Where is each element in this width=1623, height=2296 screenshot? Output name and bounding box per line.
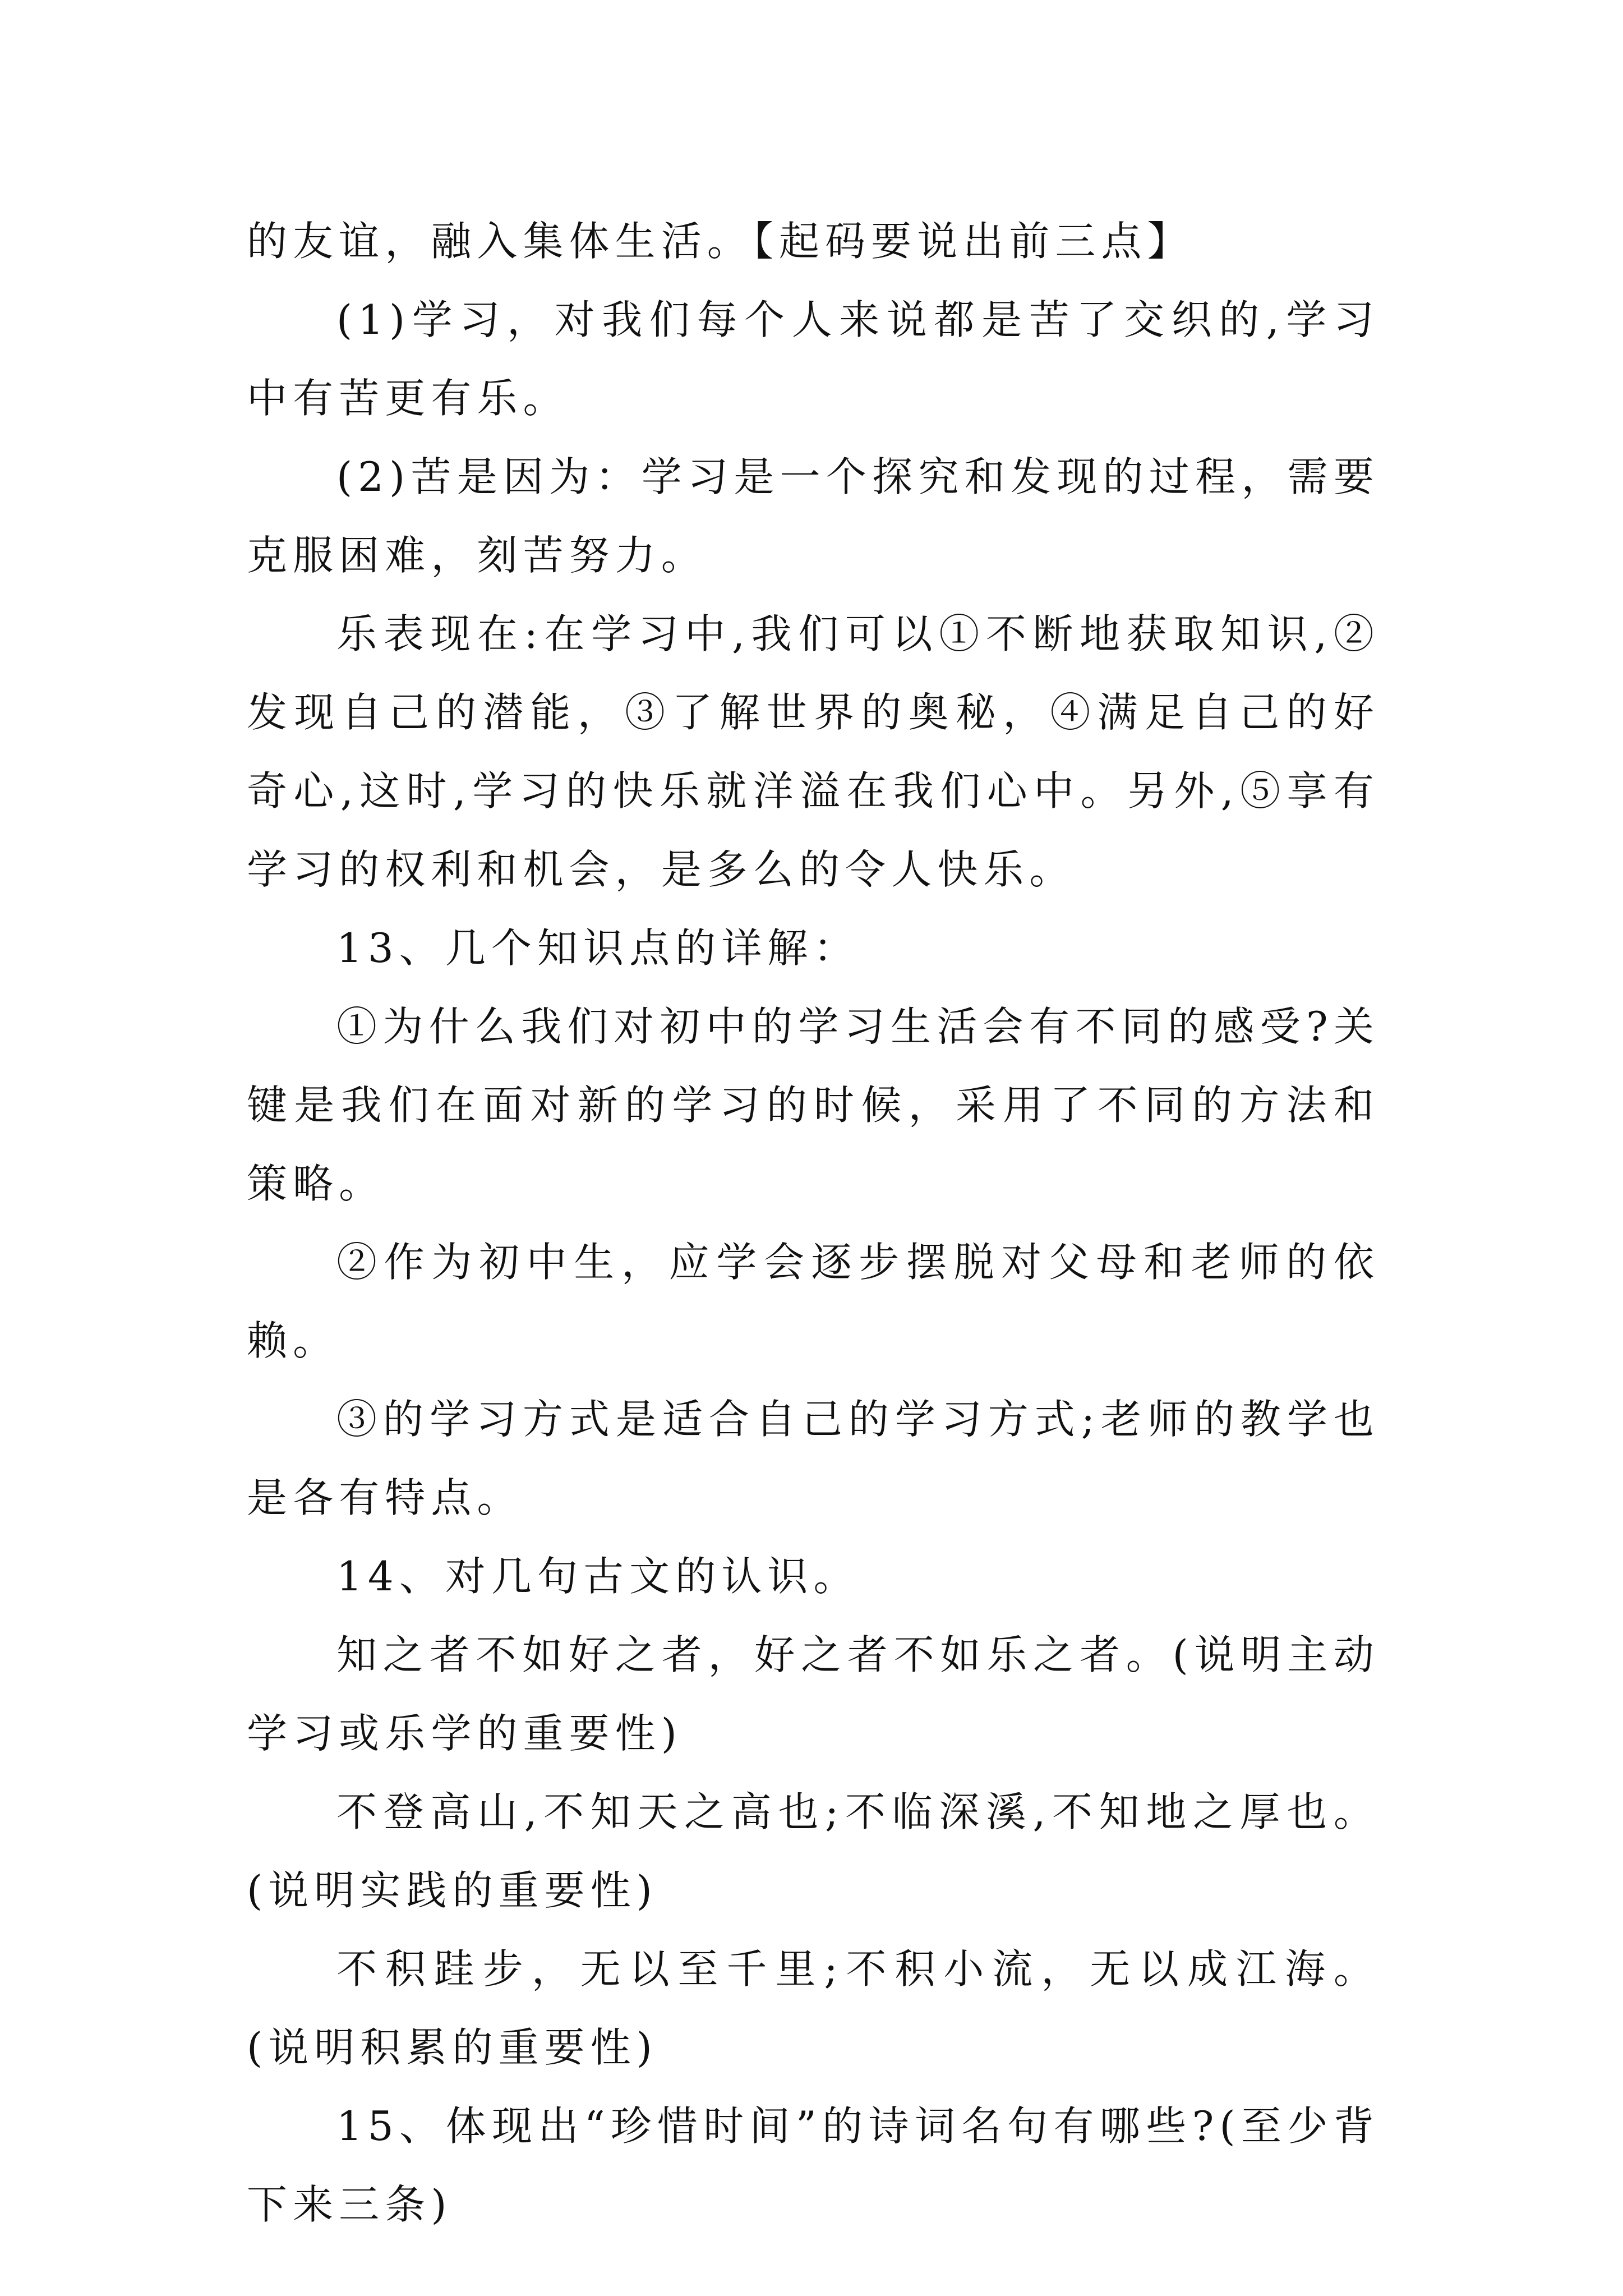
paragraph-joy-list: 乐表现在:在学习中,我们可以①不断地获取知识,②发现自己的潜能，③了解世界的奥秘，④满足自己的好奇心,这时,学习的快乐就洋溢在我们心中。另外,⑤享有学习的权利和机会，是多么的令人快乐。	[247, 610, 1380, 893]
quote-budenggaoshan: 不登高山,不知天之高也;不临深溪,不知地之厚也。(说明实践的重要性)	[247, 1788, 1380, 1914]
paragraph-point-1: (1)学习，对我们每个人来说都是苦了交织的,学习中有苦更有乐。	[247, 296, 1380, 422]
paragraph-item-3: ③的学习方式是适合自己的学习方式;老师的教学也是各有特点。	[247, 1396, 1380, 1521]
paragraph-point-2: (2)苦是因为：学习是一个探究和发现的过程，需要克服困难，刻苦努力。	[247, 453, 1380, 579]
paragraph-item-1: ①为什么我们对初中的学习生活会有不同的感受?关键是我们在面对新的学习的时候，采用了不同的方法和策略。	[247, 1003, 1380, 1207]
section-heading-15: 15、体现出“珍惜时间”的诗词名句有哪些?(至少背下来三条)	[247, 2102, 1380, 2228]
document-body	[247, 202, 1380, 2244]
paragraph-item-2: ②作为初中生，应学会逐步摆脱对父母和老师的依赖。	[247, 1239, 1380, 1364]
section-heading-13: 13、几个知识点的详解：	[336, 924, 860, 972]
paragraph-continuation: 的友谊，融入集体生活。【起码要说出前三点】	[247, 218, 1193, 265]
section-heading-14: 14、对几句古文的认识。	[336, 1553, 860, 1600]
quote-bujikuibu: 不积跬步，无以至千里;不积小流，无以成江海。(说明积累的重要性)	[247, 1945, 1380, 2071]
quote-zhizhizhe: 知之者不如好之者，好之者不如乐之者。(说明主动学习或乐学的重要性)	[247, 1631, 1380, 1757]
